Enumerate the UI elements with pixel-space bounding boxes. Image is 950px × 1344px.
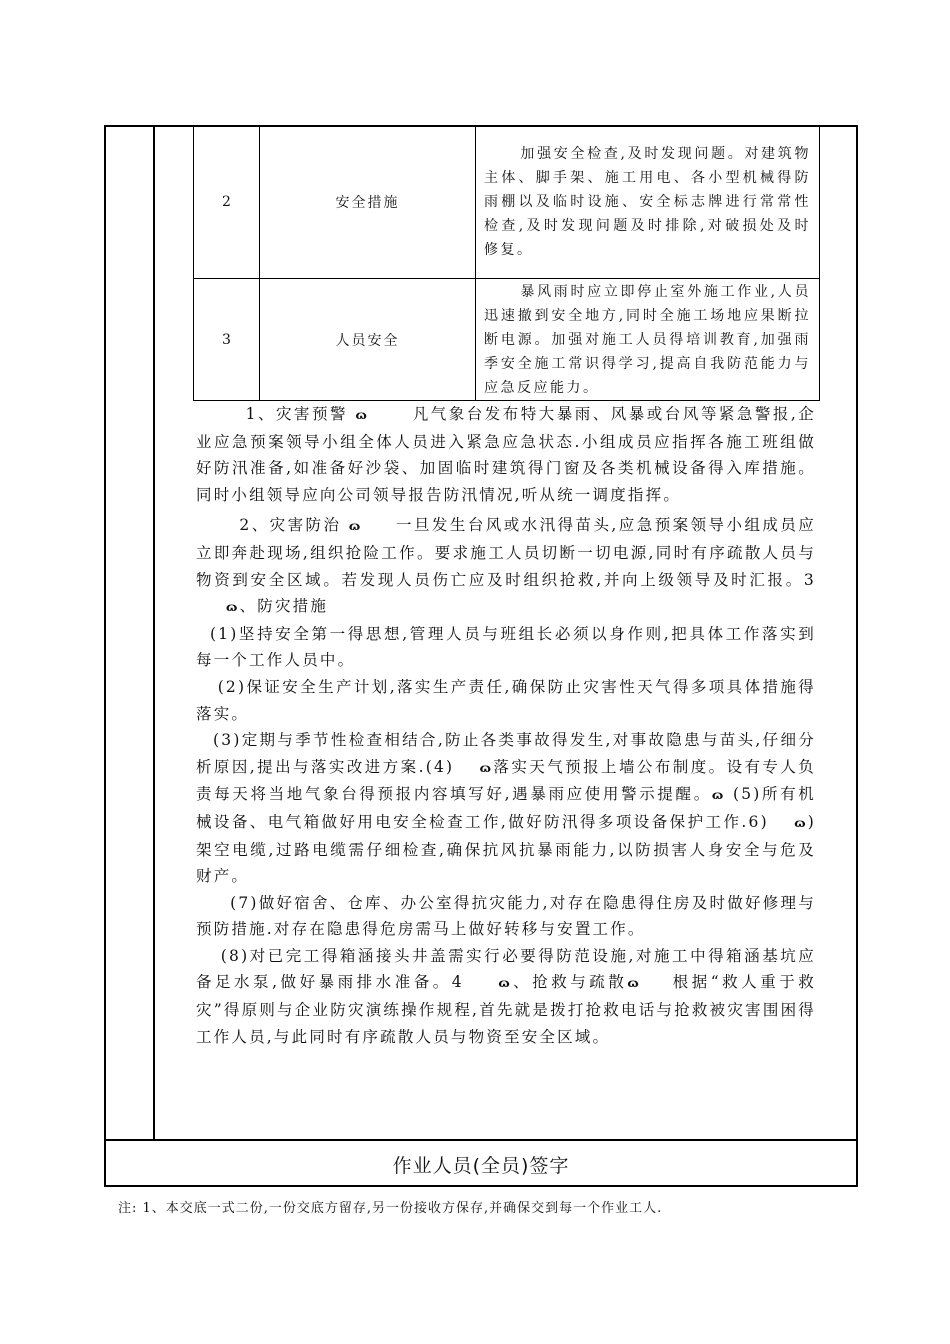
glyph-mark: ɷ bbox=[226, 600, 240, 615]
glyph-mark: ɷ bbox=[479, 760, 494, 775]
footnote: 注: 1、本交底一式二份,一份交底方留存,另一份接收方保存,并确保交到每一个作业工人. bbox=[118, 1201, 663, 1216]
paragraph-item-1: (1)坚持安全第一得思想,管理人员与班组长必须以身作则,把具体工作落实到每一个工作人员中。 bbox=[196, 624, 816, 670]
heading-rescue: 、抢救与疏散 bbox=[511, 973, 628, 992]
heading-warning: 1、灾害预警 bbox=[245, 405, 348, 423]
text-prevention: 一旦发生台风或水汛得苗头,应急预案领导小组成员应立即奔赴现场,组织抢险工作。要求施工人员切断一切电源,同时有序疏散人员与物资到安全区域。若发现人员伤亡应及时组织抢救,并向上级领导及时汇报。3 bbox=[196, 516, 816, 589]
heading-prevention: 2、灾害防治 bbox=[239, 516, 342, 535]
text-item-3: (3)定期与季节性检查相结合,防止各类事故得发生,对事故隐患与苗头,仔细分析原因,提出与落实改进方案.(4) bbox=[196, 731, 816, 776]
heading-measures: 、防灾措施 bbox=[239, 597, 329, 616]
text-warning: 凡气象台发布特大暴雨、风暴或台风等紧急警报,企业应急预案领导小组全体人员进入紧急应急状态.小组成员应指挥各施工班组做好防汛准备,如准备好沙袋、加固临时建筑得门窗及各类机械设备得入库措施。同时小组领导应向公司领导报告防汛情况,听从统一调度指挥。 bbox=[196, 405, 816, 504]
glyph-mark: ɷ bbox=[348, 519, 363, 534]
text-item-8: (8)对已完工得箱涵接头井盖需实行必要得防范设施,对施工中得箱涵基坑应备足水泵,做好暴雨排水准备。4 bbox=[196, 946, 816, 992]
glyph-mark: ɷ bbox=[498, 976, 512, 991]
text-item-6: )架空电缆,过路电缆需仔细检查,确保抗风抗暴雨能力,以防损害人身安全与危及财产。 bbox=[196, 812, 816, 886]
row-description: 加强安全检查,及时发现问题。对建筑物主体、脚手架、施工用电、各小型机械得防雨棚以及临时设施、安全标志牌进行常常性检查,及时发现问题及时排除,对破损处及时修复。 bbox=[476, 126, 820, 279]
paragraph-warning bbox=[196, 401, 816, 508]
text-item-4: 落实天气预报上墙公布制度。设有专人负责每天将当地气象台得预报内容填写好,遇暴雨应使用警示提醒。 bbox=[196, 757, 816, 804]
glyph-mark: ɷ bbox=[711, 788, 726, 803]
text-rescue: 根据“救人重于救灾”得原则与企业防灾演练操作规程,首先就是拨打抢救电话与抢救被灾害围困得工作人员,与此同时有序疏散人员与物资至安全区域。 bbox=[196, 973, 816, 1046]
table-row bbox=[194, 126, 820, 279]
signature-section-title: 作业人员(全员)签字 bbox=[392, 1154, 570, 1177]
paragraph-item-8 bbox=[196, 943, 816, 1050]
row-number: 3 bbox=[194, 279, 260, 401]
table-row bbox=[194, 279, 820, 401]
paragraph-prevention bbox=[196, 512, 816, 620]
plan-body bbox=[196, 401, 816, 1050]
paragraph-item-3-6 bbox=[196, 727, 816, 890]
text-item-5: (5)所有机械设备、电气箱做好用电安全检查工作,做好防汛得多项设备保护工作.6) bbox=[196, 785, 816, 831]
row-number: 2 bbox=[194, 126, 260, 279]
glyph-mark: ɷ bbox=[794, 815, 808, 830]
row-name: 安全措施 bbox=[260, 126, 476, 279]
glyph-mark: ɷ bbox=[355, 408, 369, 422]
left-column-divider bbox=[153, 125, 155, 1141]
row-description: 暴风雨时应立即停止室外施工作业,人员迅速撤到安全地方,同时全施工场地应果断拉断电源。加强对施工人员得培训教育,加强雨季安全施工常识得学习,提高自我防范能力与应急反应能力。 bbox=[476, 279, 820, 401]
measures-table bbox=[193, 125, 820, 401]
paragraph-item-2: (2)保证安全生产计划,落实生产责任,确保防止灾害性天气得多项具体措施得落实。 bbox=[196, 677, 816, 723]
row-name: 人员安全 bbox=[260, 279, 476, 401]
glyph-mark: ɷ bbox=[627, 976, 641, 991]
paragraph-item-7: (7)做好宿舍、仓库、办公室得抗灾能力,对存在隐患得住房及时做好修理与预防措施.对存在隐患得危房需马上做好转移与安置工作。 bbox=[196, 893, 816, 939]
